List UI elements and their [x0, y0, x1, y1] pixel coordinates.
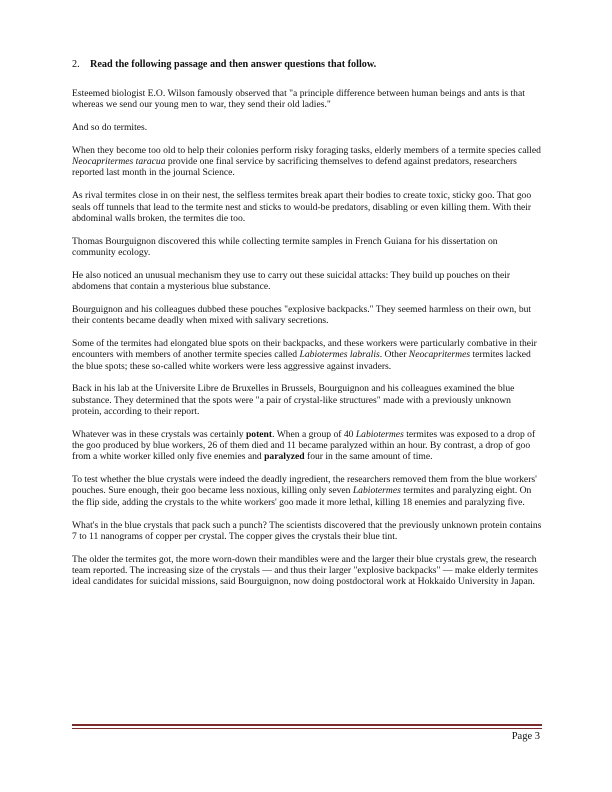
passage-paragraph [72, 122, 542, 133]
passage-paragraph [72, 554, 542, 588]
bold-term: potent [245, 428, 273, 440]
text-run: Some of the termites had elongated blue spots on their backpacks, and these workers were particularly combative in their encounters with members of another termite species called [72, 337, 537, 361]
passage-paragraph [72, 145, 542, 179]
text-run: Back in his lab at the Universite Libre de Bruxelles in Brussels, Bourguignon and his colleagues examined the blue substance. They determined that the spots were "a pair of crystal-like structures" made with a previously unknown protein, according to their report. [72, 383, 515, 417]
footer-rule-thick [72, 724, 542, 726]
bold-term: paralyzed [264, 451, 305, 463]
passage-paragraph [72, 304, 542, 327]
italic-term: Neocapritermes [408, 349, 471, 361]
italic-term: Labiotermes [352, 485, 401, 497]
text-run: four in the same amount of time. [304, 451, 433, 463]
document-page [72, 58, 542, 599]
text-run: termites was exposed to a drop of the goo produced by blue workers, 26 of them died and 11 became paralyzed within an hour. By contrast, a drop of goo from a white worker killed only five enemies and [72, 428, 536, 463]
passage-paragraph [72, 520, 542, 543]
text-run: Esteemed biologist E.O. Wilson famously observed that "a principle difference between human beings and ants is that whereas we send our young men to war, they send their old ladies." [72, 88, 525, 111]
text-run: provide one final service by sacrificing themselves to defend against predators, researchers reported last month in the journal Science. [72, 156, 517, 179]
text-run: Bourguignon and his colleagues dubbed these pouches "explosive backpacks." They seemed harmless on their own, but their contents became deadly when mixed with salivary secretions. [72, 303, 532, 327]
question-heading [72, 58, 542, 71]
text-run: termites and paralyzing eight. On the flip side, adding the crystals to the white workers' goo made it more lethal, killing 18 enemies and paralyzing five. [72, 485, 532, 508]
passage-paragraph [72, 474, 542, 508]
text-run: As rival termites close in on their nest, the selfless termites break apart their bodies to create toxic, sticky goo. That goo seals off tunnels that lead to the termite nest and sticks to would-be predators, disabling or even killing them. With their abdominal walls broken, the termites die too. [72, 190, 532, 224]
passage-paragraph [72, 383, 542, 417]
passage-paragraph [72, 190, 542, 224]
text-run: He also noticed an unusual mechanism they use to carry out these suicidal attacks: They build up pouches on their abdomens that contain a mysterious blue substance. [72, 269, 511, 293]
page-number: Page 3 [511, 731, 540, 742]
italic-term: Labiotermes labralis [299, 349, 380, 361]
italic-term: Neocapritermes taracua [72, 156, 166, 168]
italic-term: Labiotermes [355, 428, 404, 440]
text-run: What's in the blue crystals that pack such a punch? The scientists discovered that the previously unknown protein contains 7 to 11 nanograms of copper per crystal. The copper gives the crystals their blue tint. [72, 519, 542, 542]
footer-rule [72, 724, 542, 729]
text-run: Whatever was in these crystals was certainly [72, 428, 246, 440]
passage [72, 88, 542, 588]
passage-paragraph [72, 338, 542, 372]
passage-paragraph [72, 429, 542, 463]
text-run: The older the termites got, the more worn-down their mandibles were and the larger their blue crystals grew, the research team reported. The increasing size of the crystals — and thus their larger "explosive backpacks" — make elderly termites ideal candidates for suicidal missions, said Bourguignon, now doing postdoctoral work at Hokkaido University in Japan. [72, 553, 538, 588]
footer-rule-thin [72, 728, 542, 729]
text-run: Thomas Bourguignon discovered this while collecting termite samples in French Guiana for his dissertation on community ecology. [72, 235, 498, 258]
text-run: termites lacked the blue spots; these so-called white workers were less aggressive against invaders. [72, 349, 531, 372]
passage-paragraph [72, 270, 542, 293]
text-run: . Other [379, 349, 409, 361]
question-prompt: Read the following passage and then answer questions that follow. [90, 59, 377, 70]
text-run: To test whether the blue crystals were indeed the deadly ingredient, the researchers removed them from the blue workers' pouches. Sure enough, their goo became less noxious, killing only seven [72, 474, 537, 497]
text-run: And so do termites. [72, 122, 148, 134]
text-run: . When a group of 40 [272, 428, 356, 440]
text-run: When they become too old to help their colonies perform risky foraging tasks, elderly members of a termite species called [72, 144, 541, 156]
question-number: 2. [72, 59, 80, 70]
passage-paragraph [72, 88, 542, 111]
passage-paragraph [72, 236, 542, 259]
